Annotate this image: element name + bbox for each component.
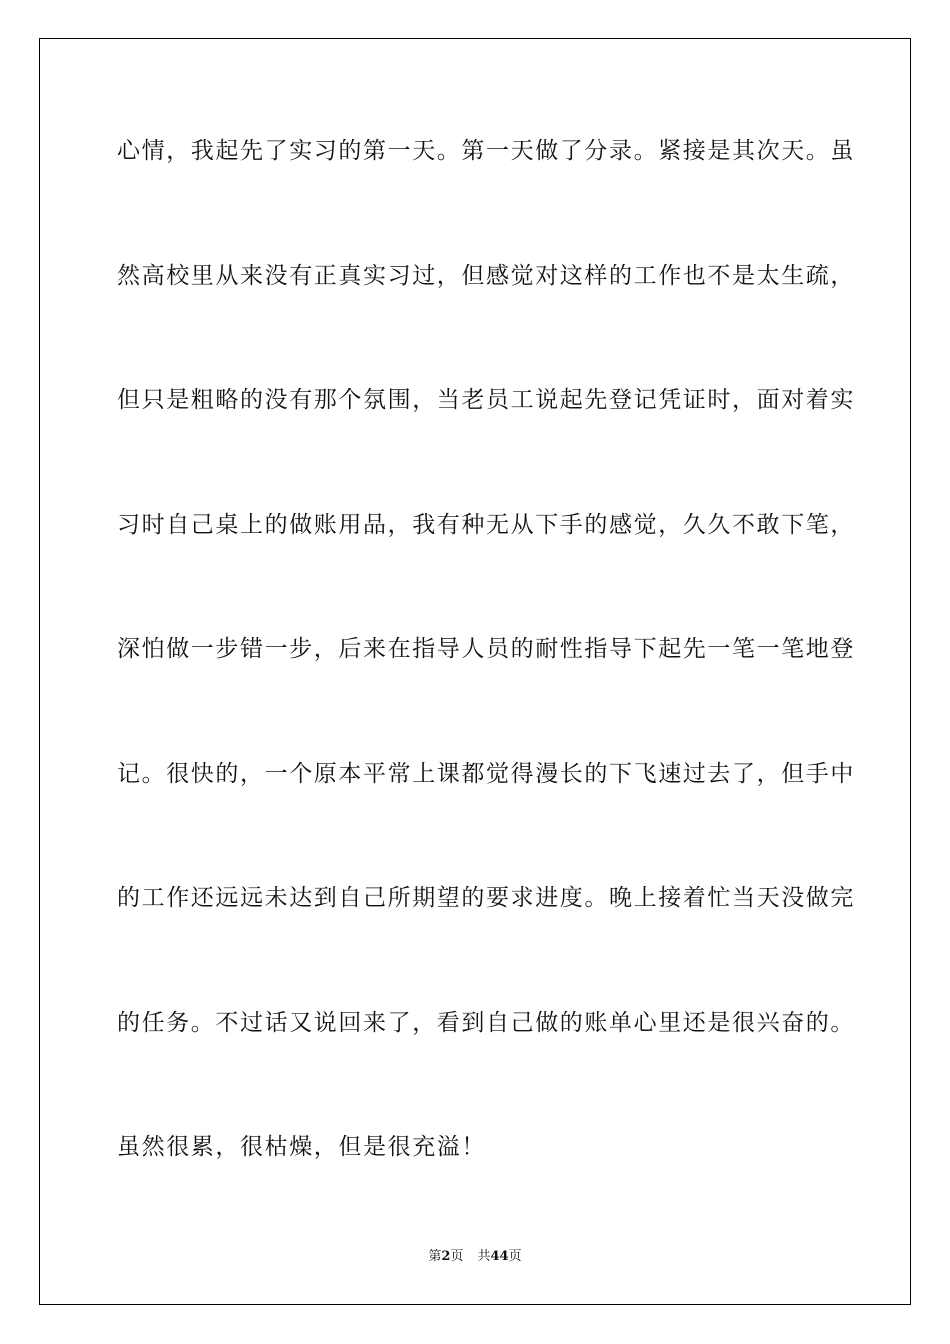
total-pages-indicator (477, 1249, 521, 1264)
document-body (117, 127, 855, 1248)
text-line: 然高校里从来没有正真实习过，但感觉对这样的工作也不是太生疏， (117, 262, 855, 289)
text-line: 虽然很累，很枯燥，但是很充溢！ (117, 1134, 486, 1160)
text-line: 但只是粗略的没有那个氛围，当老员工说起先登记凭证时，面对着实 (117, 387, 855, 413)
page-number: 2 (441, 1249, 451, 1264)
text-line: 的任务。不过话又说回来了，看到自己做的账单心里还是很兴奋的。 (117, 1009, 855, 1036)
text-line: 记。很快的，一个原本平常上课都觉得漫长的下飞速过去了，但手中 (117, 760, 855, 787)
page-prefix: 第 (428, 1249, 442, 1264)
total-prefix: 共 (477, 1249, 491, 1264)
total-pages-number: 44 (490, 1249, 509, 1264)
text-line: 心情，我起先了实习的第一天。第一天做了分录。紧接是其次天。虽 (117, 138, 855, 164)
page-suffix: 页 (450, 1249, 464, 1264)
total-suffix: 页 (508, 1249, 522, 1264)
text-line: 的工作还远远未达到自己所期望的要求进度。晚上接着忙当天没做完 (117, 885, 855, 911)
page-indicator (428, 1249, 463, 1264)
page-footer (0, 1245, 950, 1264)
text-line: 习时自己桌上的做账用品，我有种无从下手的感觉，久久不敢下笔， (117, 511, 855, 538)
text-line: 深怕做一步错一步，后来在指导人员的耐性指导下起先一笔一笔地登 (117, 636, 855, 662)
